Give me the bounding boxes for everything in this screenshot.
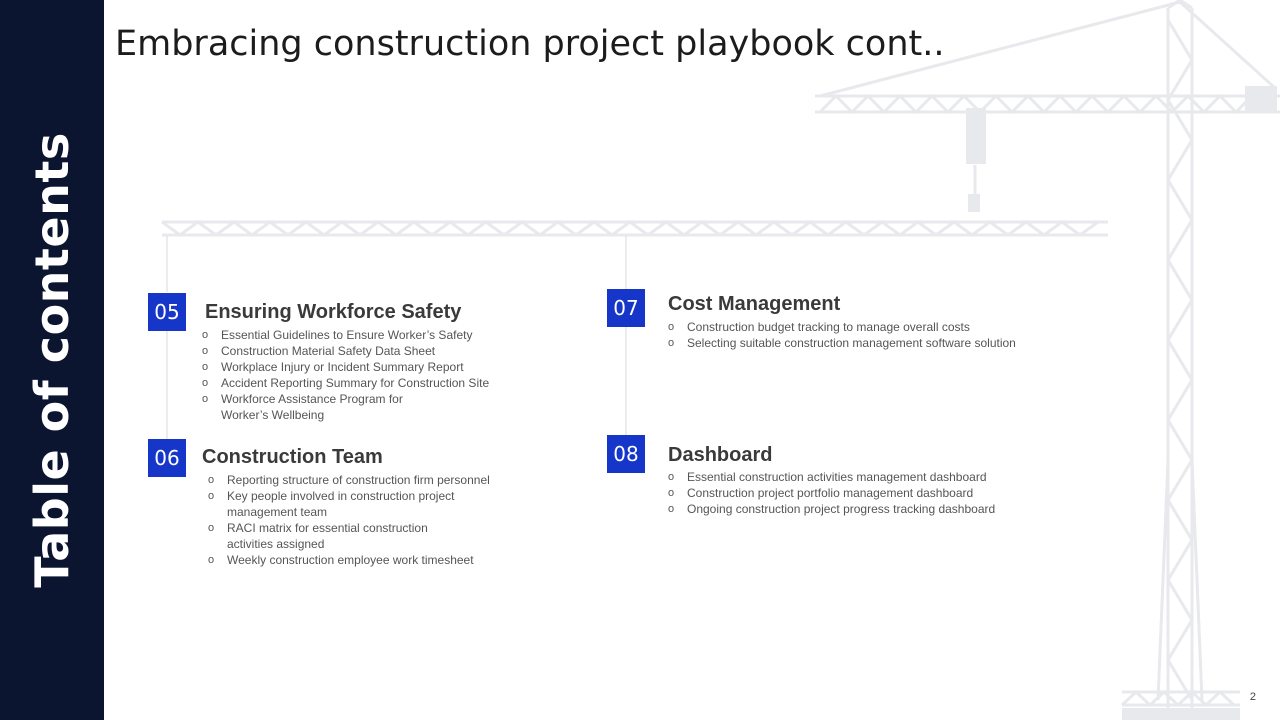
- section-number-06: 06: [148, 439, 186, 477]
- list-item: o Weekly construction employee work timesheet: [208, 552, 490, 568]
- sidebar-title: Table of contents: [25, 132, 79, 588]
- list-item: o Reporting structure of construction firm personnel: [208, 472, 490, 488]
- list-item: o Ongoing construction project progress tracking dashboard: [668, 501, 995, 517]
- list-item: o Key people involved in construction project management team: [208, 488, 490, 520]
- list-item: o Accident Reporting Summary for Construction Site: [202, 375, 489, 391]
- list-item: o Workplace Injury or Incident Summary Report: [202, 359, 489, 375]
- section-title-construction-team: Construction Team: [202, 446, 383, 468]
- list-item: o Selecting suitable construction management software solution: [668, 335, 1016, 351]
- section-number-07: 07: [607, 289, 645, 327]
- list-item: o Essential construction activities management dashboard: [668, 469, 995, 485]
- sidebar: [0, 0, 104, 720]
- list-item: o Essential Guidelines to Ensure Worker’s Safety: [202, 327, 489, 343]
- section-number-05: 05: [148, 293, 186, 331]
- section-list-workforce-safety: [202, 327, 489, 423]
- section-list-dashboard: [668, 469, 995, 517]
- list-item: o Construction project portfolio management dashboard: [668, 485, 995, 501]
- list-item: o Workforce Assistance Program for Worker’s Wellbeing: [202, 391, 489, 423]
- section-number-08: 08: [607, 435, 645, 473]
- section-title-cost-management: Cost Management: [668, 293, 841, 315]
- list-item: o RACI matrix for essential construction activities assigned: [208, 520, 490, 552]
- list-item: o Construction Material Safety Data Sheet: [202, 343, 489, 359]
- page-title: Embracing construction project playbook cont..: [115, 24, 945, 64]
- section-list-construction-team: [208, 472, 490, 568]
- section-title-workforce-safety: Ensuring Workforce Safety: [205, 301, 462, 323]
- section-list-cost-management: [668, 319, 1016, 351]
- page-number: 2: [1249, 691, 1256, 703]
- section-title-dashboard: Dashboard: [668, 444, 773, 466]
- list-item: o Construction budget tracking to manage overall costs: [668, 319, 1016, 335]
